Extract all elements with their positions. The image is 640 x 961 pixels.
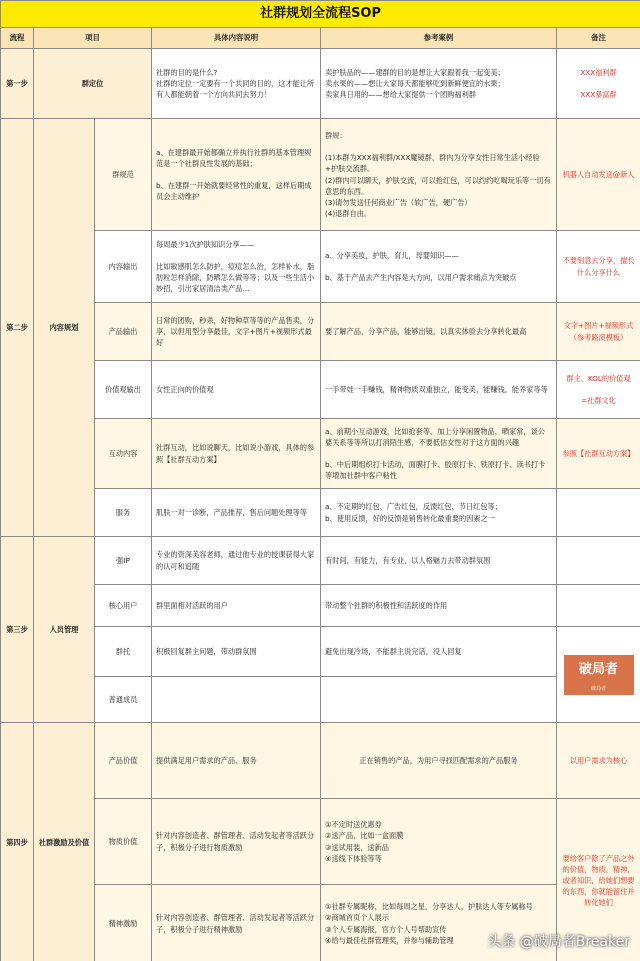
content-cell: 群里面相对活跃的用户: [152, 585, 321, 627]
example-cell: 卖护肤品的——建群的目的是想让大家跟着我一起变美； 卖水果的——想让大家每天都能够吃到新鲜便宜的水果； 卖家具日用的——想给大家提供一个团购福利群: [321, 49, 557, 119]
note-cell: 以用户需求为核心: [557, 723, 640, 799]
table-row: [1, 231, 640, 303]
example-cell: 带动整个社群的积极性和活跃度的作用: [321, 585, 557, 627]
subitem-label: 价值观输出: [95, 361, 152, 419]
example-cell: ①不定时送优惠券 ②送产品，比如一盒面膜 ③送试用装，送新品 ④送线下体验等等: [321, 799, 557, 885]
logo-text: 破局者: [579, 661, 619, 677]
note-cell: [557, 585, 640, 627]
content-cell: a、在建群最开始都确立并执行社群的基本管理规范是一个社群良性发展的基础； b、在建群一开始就要经常性的重复，这样后期成员会主动维护: [152, 119, 321, 231]
subitem-label: 物质价值: [95, 799, 152, 885]
note-cell: 不要刻意去分享，擅长什么分享什么: [557, 231, 640, 303]
note-cell: XXX福利群 XXX暴富群: [557, 49, 640, 119]
header-project: 项目: [34, 28, 152, 49]
note-cell: 要给客户除了产品之外的价值，物质，精神，或者知识，给她们想要的东西，你就能留住并转化她们: [557, 799, 640, 961]
content-cell: 日常的团购，秒杀，好物种草等等的产品售卖，分享，以但用型分享最佳，文字+图片+视频形式最好: [152, 303, 321, 361]
table-row: [1, 585, 640, 627]
table-row: [1, 537, 640, 585]
note-cell: 文字+图片+视频形式 （参考路演模板）: [557, 303, 640, 361]
subitem-label: 服务: [95, 489, 152, 537]
subitem-label: 强IP: [95, 537, 152, 585]
subitem-label: 产品价值: [95, 723, 152, 799]
example-cell: 避免出现冷场，不能群主说完话，没人回复: [321, 627, 557, 677]
example-cell: 正在销售的产品，为用户寻找匹配需求的产品服务: [321, 723, 557, 799]
note-cell: [557, 537, 640, 585]
project-label: 人员管理: [34, 537, 95, 723]
example-cell: a、前期小互动游戏，比如抢套等，加上分享闲置物品，晒家常，谈公婆关系等等所以打消陌生感，不要低估女性对于这方面的兴趣 b、中后期组织打卡活动，面膜打卡、胶原打卡、铁原打卡、读书打卡等增加社群中客户粘性: [321, 419, 557, 489]
content-cell: [152, 677, 321, 723]
header-note: 备注: [557, 28, 640, 49]
step-label: 第一步: [1, 49, 34, 119]
table-row: [1, 627, 640, 677]
project-label: 内容规划: [34, 119, 95, 537]
note-cell: 机器人自动发送@新人: [557, 119, 640, 231]
subitem-label: 互动内容: [95, 419, 152, 489]
header-row: [1, 28, 640, 49]
header-example: 参考案例: [321, 28, 557, 49]
step-label: 第二步: [1, 119, 34, 537]
content-cell: 积极回复群主问题，带动群氛围: [152, 627, 321, 677]
logo-tagline: 破局者: [591, 685, 607, 692]
note-cell: [557, 489, 640, 537]
note-cell: 群主、KOL的价值观 =社群文化: [557, 361, 640, 419]
example-cell: 有时间，有能力，有专业，以人格魅力去带动群氛围: [321, 537, 557, 585]
sheet-title: 社群规划全流程SOP: [1, 1, 640, 28]
example-cell: 要了解产品，分享产品，能够出镜，以真实体验去分享转化最高: [321, 303, 557, 361]
project-label: 社群激励及价值: [34, 723, 95, 961]
content-cell: 社群互动，比如说聊天，比如说小游戏，具体的参照【社群互动方案】: [152, 419, 321, 489]
table-row: [1, 799, 640, 885]
table-row: [1, 723, 640, 799]
example-cell: ①社群专属昵称，比如每周之星，分享达人，护肤达人等专属称号 ②商城首页个人展示 ③个人专属海报，官方个人号帮助宣传 ④给与最佳社群管理奖，并参与辅助管理: [321, 885, 557, 961]
table-row: [1, 303, 640, 361]
table-row: [1, 361, 640, 419]
header-process: 流程: [1, 28, 34, 49]
content-cell: 社群的目的是什么? 社群的定位一定要有一个共同的目的，这才能让所有人都能朝着一个方向共同去努力！: [152, 49, 321, 119]
subitem-label: 精神激励: [95, 885, 152, 961]
brand-logo: [564, 655, 634, 695]
subitem-label: 产品输出: [95, 303, 152, 361]
subitem-label: 内容输出: [95, 231, 152, 303]
subitem-label: 普通成员: [95, 677, 152, 723]
table-row: [1, 419, 640, 489]
table-row: [1, 49, 640, 119]
subitem-label: 群托: [95, 627, 152, 677]
table-row: [1, 677, 640, 723]
content-cell: 肌肤一对一诊断，产品推荐，售后问题处理等等: [152, 489, 321, 537]
content-cell: 针对内容创造者、群管理者、活动发起者等活跃分子，积极分子进行精神激励: [152, 885, 321, 961]
example-cell: a、分享美妆，护肤，育儿，母婴知识—— b、基于产品去产生内容是大方向，以用户需求痛点为突破点: [321, 231, 557, 303]
example-cell: 一手带娃一手赚钱，精神物质双重独立，能变美，能赚钱，能养家等等: [321, 361, 557, 419]
header-content: 具体内容说明: [152, 28, 321, 49]
table-row: [1, 489, 640, 537]
example-cell: 群规： (1)本群为XXX福利群/XXX魔镜群，群内为分享女性日常生活小经验+护肤交流群。 (2)群内可以聊天，护肤交流，可以抢红包，可以约约吃喝玩乐等一切有意思的东西。 (3)请勿发送任何商业广告（软广告，硬广告） (4)退群自由。: [321, 119, 557, 231]
logo-cell: [557, 627, 640, 723]
step-label: 第三步: [1, 537, 34, 723]
subitem-label: 群规范: [95, 119, 152, 231]
example-cell: a、不定期的红包，广告红包，反馈红包，节日红包等； b、使用反馈，好的反馈是销售转化最重要的因素之一: [321, 489, 557, 537]
project-label: 群定位: [34, 49, 152, 119]
subitem-label: 核心用户: [95, 585, 152, 627]
content-cell: 女性正向的价值观: [152, 361, 321, 419]
content-cell: 针对内容创造者、群管理者、活动发起者等活跃分子，积极分子进行物质激励: [152, 799, 321, 885]
watermark: 头条 @破局者Breaker: [487, 934, 630, 950]
content-cell: 提供满足用户需求的产品、服务: [152, 723, 321, 799]
note-cell: 参照【社群互动方案】: [557, 419, 640, 489]
content-cell: 专业的资深美容老师，通过他专业的授课获得大家的认可和追随: [152, 537, 321, 585]
example-cell: [321, 677, 557, 723]
step-label: 第四步: [1, 723, 34, 961]
content-cell: 每周最少1次护肤知识分享—— 比如敏感肌怎么防护，痘痘怎么治，怎样补水，脂肪粒怎样消除，防晒怎么做等等；以及一些生活小妙招，引出家居清洁类产品…: [152, 231, 321, 303]
table-row: [1, 119, 640, 231]
